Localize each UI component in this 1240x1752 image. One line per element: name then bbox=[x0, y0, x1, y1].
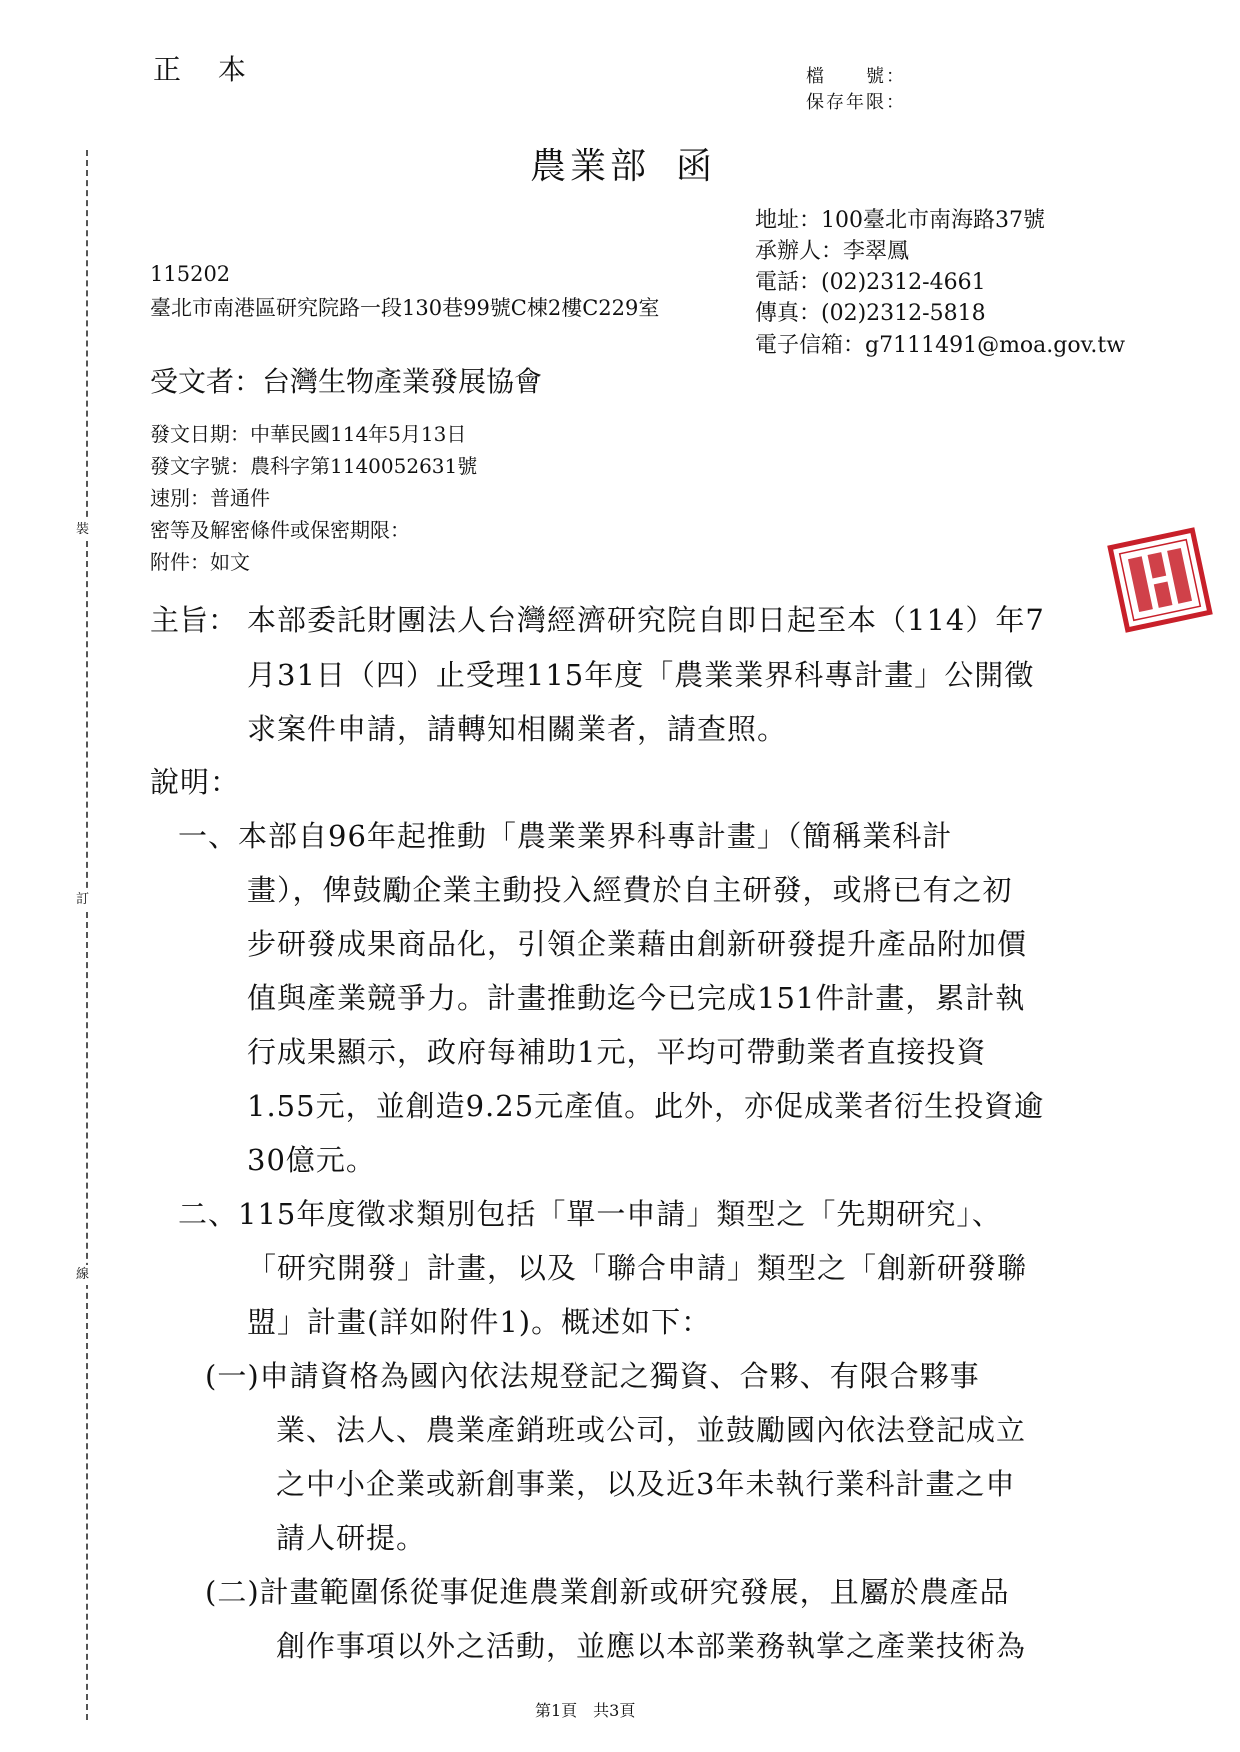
binding-dashed-line bbox=[86, 150, 88, 1720]
explanation-item-1-line: 步研發成果商品化，引領企業藉由創新研發提升產品附加價 bbox=[247, 927, 1028, 961]
sender-contact-person: 承辦人：李翠鳳 bbox=[755, 239, 910, 264]
sender-phone: 電話：(02)2312-4661 bbox=[755, 270, 986, 295]
subject-line: 求案件申請，請轉知相關業者，請查照。 bbox=[247, 712, 788, 746]
recipient-postal-code: 115202 bbox=[150, 262, 231, 286]
explanation-item-1-line: 畫），俾鼓勵企業主動投入經費於自主研發，或將已有之初 bbox=[247, 873, 1013, 907]
addressee: 受文者：台灣生物產業發展協會 bbox=[150, 365, 543, 398]
explanation-item-1-line: 一、本部自96年起推動「農業業界科專計畫」（簡稱業科計 bbox=[178, 819, 953, 853]
agency-name: 農業部 bbox=[530, 146, 651, 187]
original-copy-label: 正 本 bbox=[153, 53, 260, 86]
sub-item-1-line: 之中小企業或新創事業，以及近3年未執行業科計畫之申 bbox=[276, 1467, 1016, 1501]
explanation-item-2-line: 「研究開發」計畫，以及「聯合申請」類型之「創新研發聯 bbox=[247, 1251, 1028, 1285]
subject-line: 本部委託財團法人台灣經濟研究院自即日起至本（114）年7 bbox=[247, 603, 1045, 637]
explanation-item-1-line: 行成果顯示，政府每補助1元，平均可帶動業者直接投資 bbox=[247, 1035, 987, 1069]
explanation-label: 說明： bbox=[150, 765, 241, 799]
sub-item-1-line: 業、法人、農業產銷班或公司，並鼓勵國內依法登記成立 bbox=[276, 1413, 1027, 1447]
document-number: 發文字號：農科字第1140052631號 bbox=[150, 454, 478, 478]
delivery-speed: 速別：普通件 bbox=[150, 486, 270, 510]
document-type: 函 bbox=[676, 146, 717, 187]
document-title bbox=[530, 138, 716, 189]
binding-label-zhuang: 裝 bbox=[76, 520, 89, 540]
sender-fax: 傳真：(02)2312-5818 bbox=[755, 301, 986, 326]
explanation-item-1-line: 30億元。 bbox=[247, 1143, 376, 1177]
explanation-item-1-line: 1.55元，並創造9.25元產值。此外，亦促成業者衍生投資逾 bbox=[247, 1089, 1045, 1123]
explanation-item-2-line: 二、115年度徵求類別包括「單一申請」類型之「先期研究」、 bbox=[178, 1197, 1002, 1231]
issue-date: 發文日期：中華民國114年5月13日 bbox=[150, 422, 467, 446]
binding-label-ding: 訂 bbox=[76, 890, 89, 910]
official-seal-stamp bbox=[1107, 527, 1214, 634]
binding-label-xian: 線 bbox=[76, 1265, 89, 1285]
sender-email: 電子信箱：g7111491@moa.gov.tw bbox=[755, 333, 1126, 358]
page-number: 第1頁 共3頁 bbox=[535, 1701, 636, 1720]
sub-item-1-line: (一)申請資格為國內依法規登記之獨資、合夥、有限合夥事 bbox=[205, 1359, 980, 1393]
explanation-item-1-line: 值與產業競爭力。計畫推動迄今已完成151件計畫，累計執 bbox=[247, 981, 1026, 1015]
sub-item-2-line: 創作事項以外之活動，並應以本部業務執掌之產業技術為 bbox=[276, 1629, 1027, 1663]
file-number-label: 檔 號： bbox=[806, 66, 906, 87]
retention-period-label: 保存年限： bbox=[806, 92, 906, 113]
subject-line: 月31日（四）止受理115年度「農業業界科專計畫」公開徵 bbox=[247, 658, 1035, 692]
recipient-street-address: 臺北市南港區研究院路一段130巷99號C棟2樓C229室 bbox=[150, 296, 660, 320]
security-classification: 密等及解密條件或保密期限： bbox=[150, 518, 410, 542]
sender-address: 地址：100臺北市南海路37號 bbox=[755, 208, 1045, 233]
subject-label: 主旨： bbox=[150, 603, 238, 637]
sub-item-1-line: 請人研提。 bbox=[276, 1521, 427, 1555]
sub-item-2-line: (二)計畫範圍係從事促進農業創新或研究發展，且屬於農產品 bbox=[205, 1575, 1010, 1609]
attachment-note: 附件：如文 bbox=[150, 550, 250, 574]
explanation-item-2-line: 盟」計畫(詳如附件1)。概述如下： bbox=[247, 1305, 712, 1339]
